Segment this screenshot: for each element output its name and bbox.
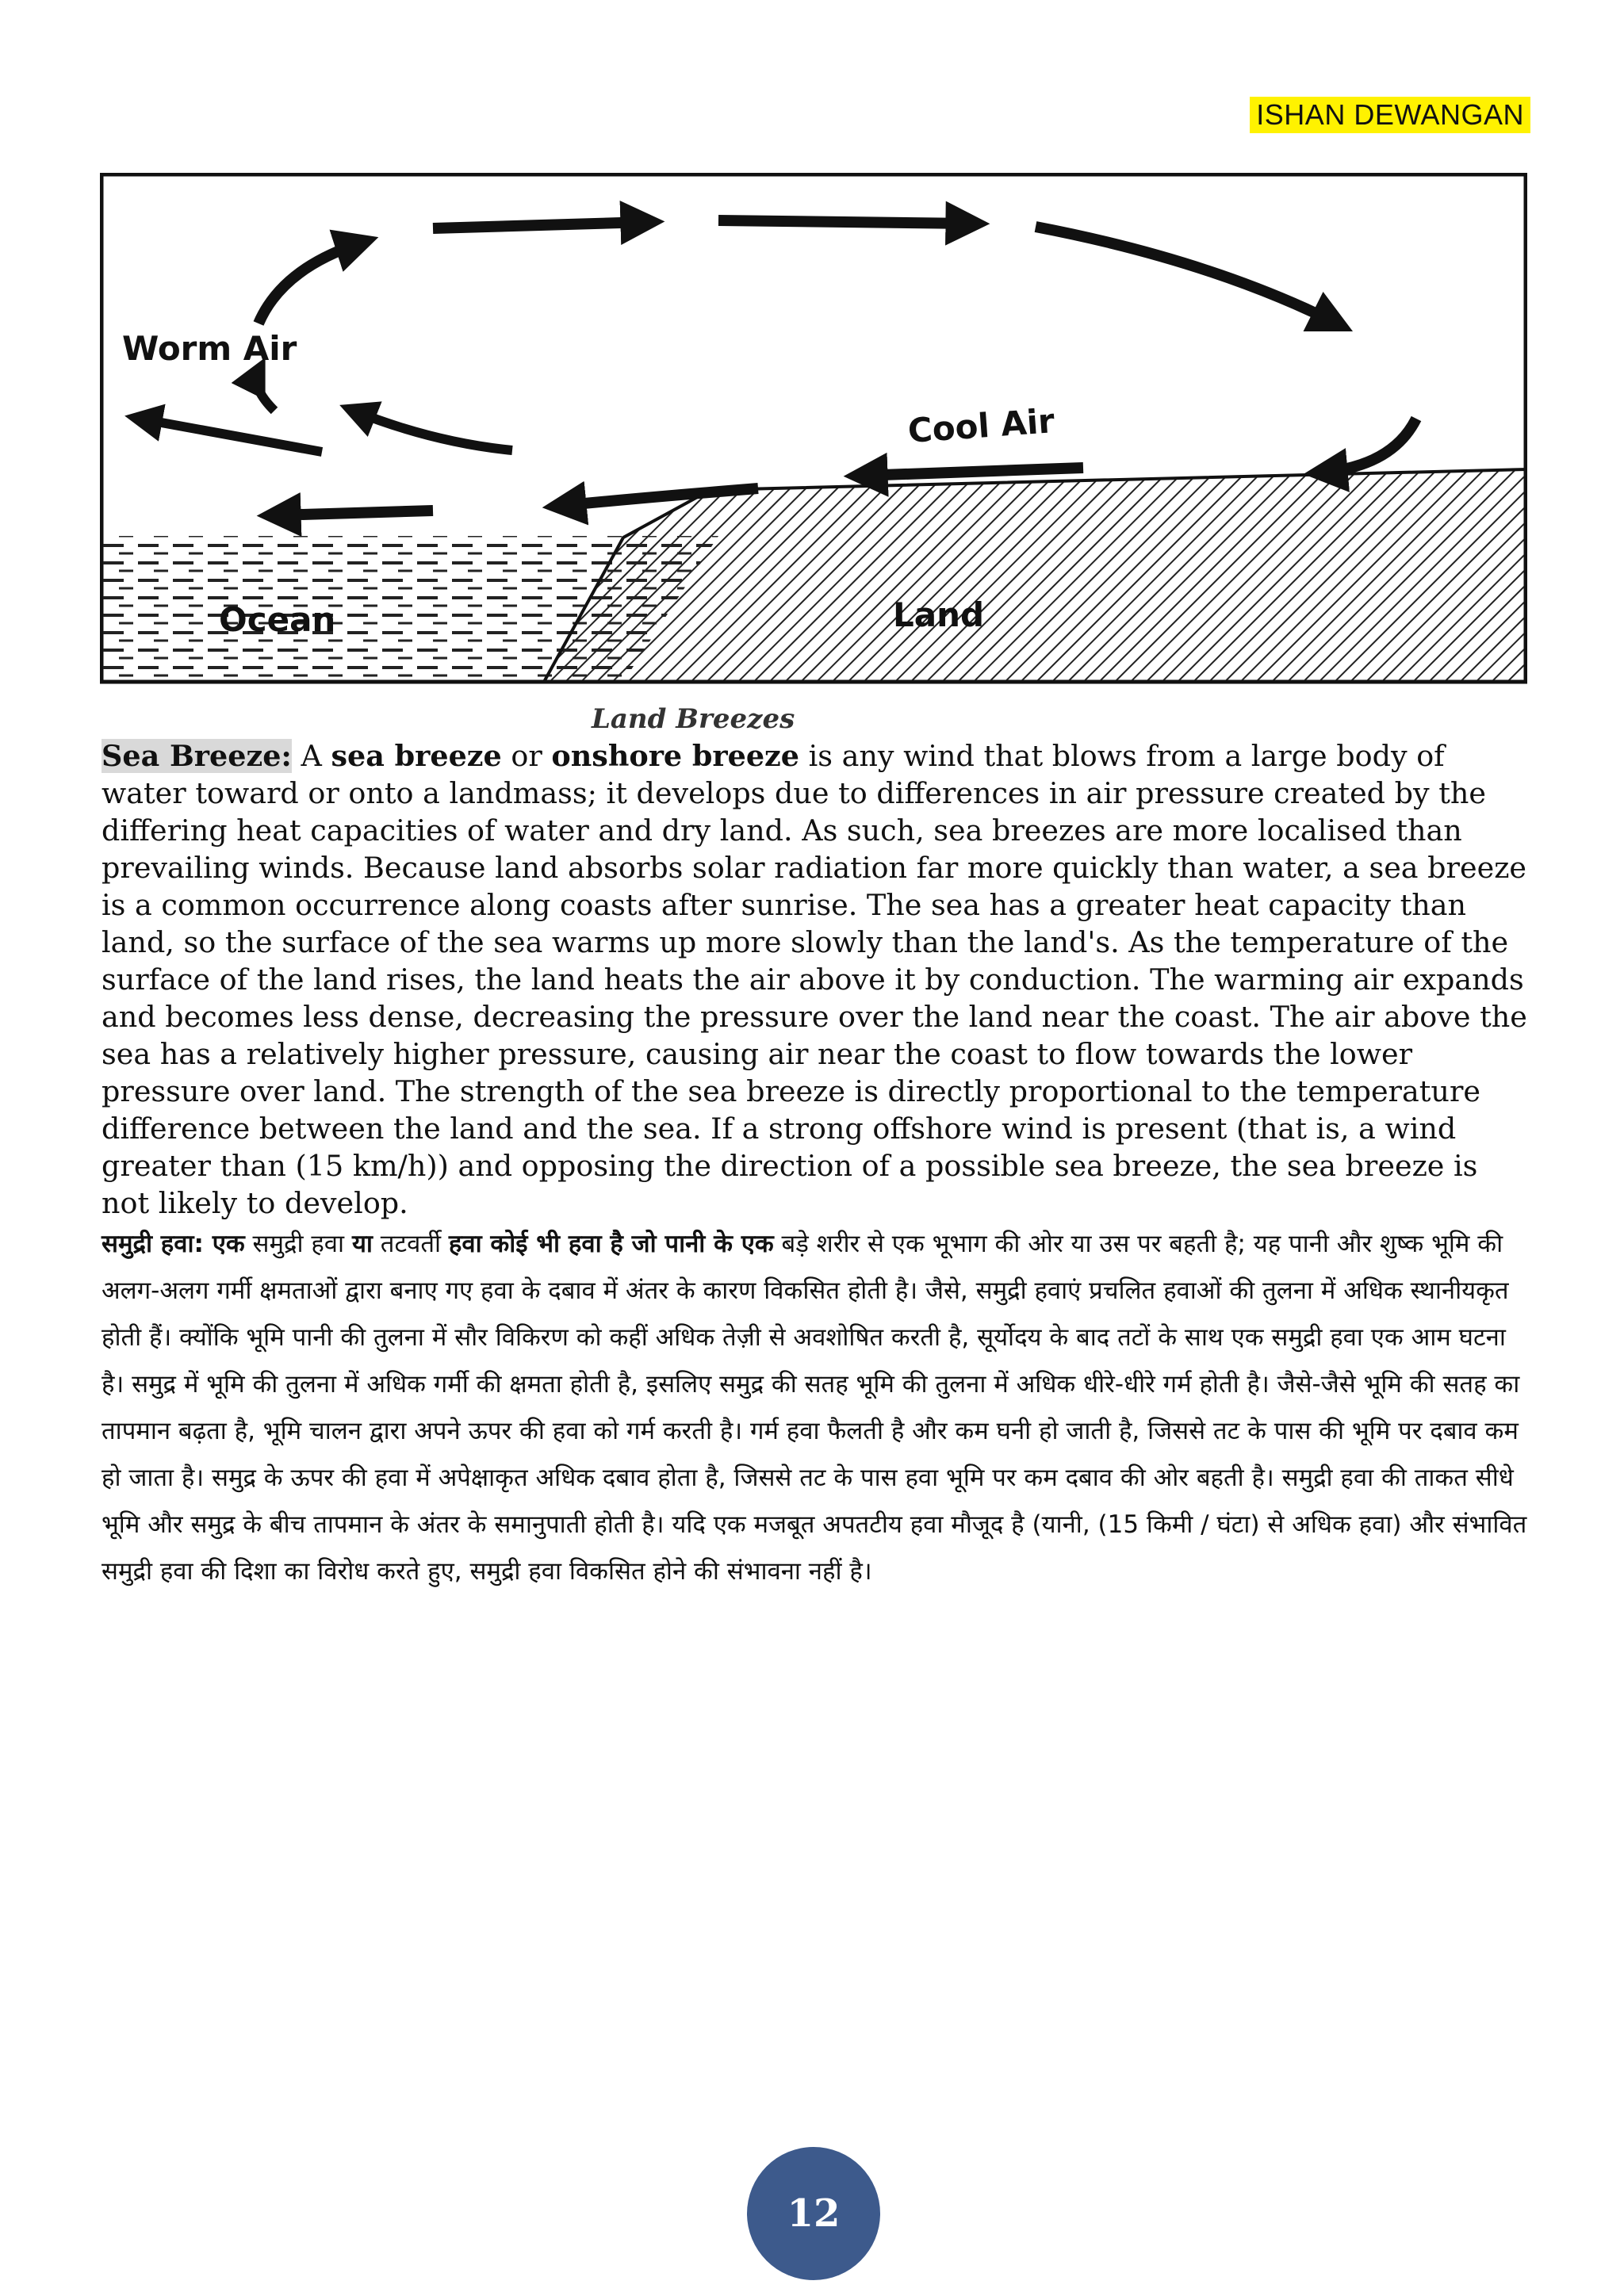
arrow-lower-1 bbox=[861, 468, 1083, 476]
land-breeze-diagram bbox=[100, 173, 1527, 744]
english-paragraph bbox=[102, 737, 1529, 1222]
ocean-label: Ocean bbox=[219, 600, 336, 639]
sea-breeze-heading: Sea Breeze: bbox=[102, 739, 292, 773]
english-text-body: is any wind that blows from a large body of water toward or onto a landmass; it develops due to differences in air pressure created by the differing heat capacities of water and dry land. As such, sea breezes are more localised than prevailing winds. Because land absorbs solar radiation far more quickly than water, a sea breeze is a common occurrence along coasts after sunrise. The sea has a greater heat capacity than land, so the surface of the sea warms up more slowly than the land's. As the temperature of the surface of the land rises, the land heats the air above it by conduction. The warming air expands and becomes less dense, decreasing the pressure over the land near the coast. The air above the sea has a relatively higher pressure, causing air near the coast to flow towards the lower pressure over land. The strength of the sea breeze is directly proportional to the temperature difference between the land and the sea. If a strong offshore wind is present (that is, a wind greater than (15 km/h)) and opposing the direction of a possible sea breeze, the sea breeze is not likely to develop. bbox=[102, 739, 1527, 1220]
hindi-text-body: बड़े शरीर से एक भूभाग की ओर या उस पर बहती है; यह पानी और शुष्क भूमि की अलग-अलग गर्मी क्षमताओं द्वारा बनाए गए हवा के दबाव में अंतर के कारण विकसित होती है। जैसे, समुद्री हवाएं प्रचलित हवाओं की तुलना में अधिक स्थानीयकृत होती हैं। क्योंकि भूमि पानी की तुलना में सौर विकिरण को कहीं अधिक तेज़ी से अवशोषित करती है, सूर्योदय के बाद तटों के साथ एक समुद्री हवा एक आम घटना है। समुद्र में भूमि की तुलना में अधिक गर्मी की क्षमता होती है, इसलिए समुद्र की सतह भूमि की तुलना में अधिक धीरे-धीरे गर्म होती है। जैसे-जैसे भूमि की सतह का तापमान बढ़ता है, भूमि चालन द्वारा अपने ऊपर की हवा को गर्म करती है। गर्म हवा फैलती है और कम घनी हो जाती है, जिससे तट के पास की भूमि पर दबाव कम हो जाता है। समुद्र के ऊपर की हवा में अपेक्षाकृत अधिक दबाव होता है, जिससे तट के पास हवा भूमि पर कम दबाव की ओर बहती है। समुद्री हवा की ताकत सीधे भूमि और समुद्र के बीच तापमान के अंतर के समानुपाती होती है। यदि एक मजबूत अपतटीय हवा मौजूद है (यानी, (15 किमी / घंटा) से अधिक हवा) और संभावित समुद्री हवा की दिशा का विरोध करते हुए, समुद्री हवा विकसित होने की संभावना नहीं है। bbox=[102, 1230, 1527, 1586]
arrow-upper-2 bbox=[718, 220, 972, 224]
term-sea-breeze: sea breeze bbox=[331, 739, 502, 773]
figure-caption: Land Breezes bbox=[592, 703, 795, 735]
page-number-badge: 12 bbox=[747, 2147, 880, 2280]
english-text-segment: or bbox=[501, 739, 552, 773]
hindi-paragraph bbox=[102, 1221, 1529, 1595]
hindi-heading: समुद्री हवा: एक bbox=[102, 1230, 245, 1258]
english-text-segment: A bbox=[291, 739, 331, 773]
land-label: Land bbox=[893, 595, 985, 634]
author-name-badge: ISHAN DEWANGAN bbox=[1250, 97, 1530, 133]
term-onshore-breeze: onshore breeze bbox=[551, 739, 800, 773]
arrow-upper-1 bbox=[433, 222, 647, 228]
land-area bbox=[544, 469, 1526, 682]
cool-air-label: Cool Air bbox=[906, 401, 1056, 450]
warm-air-label: Worm Air bbox=[122, 329, 297, 368]
hindi-bold-segment: हवा कोई भी हवा है जो पानी के एक bbox=[448, 1230, 774, 1258]
hindi-text-segment: समुद्री हवा bbox=[244, 1230, 352, 1258]
arrow-lower-3 bbox=[274, 511, 433, 515]
hindi-text-segment: तटवर्ती bbox=[372, 1230, 449, 1258]
hindi-bold-segment: या bbox=[351, 1230, 373, 1258]
